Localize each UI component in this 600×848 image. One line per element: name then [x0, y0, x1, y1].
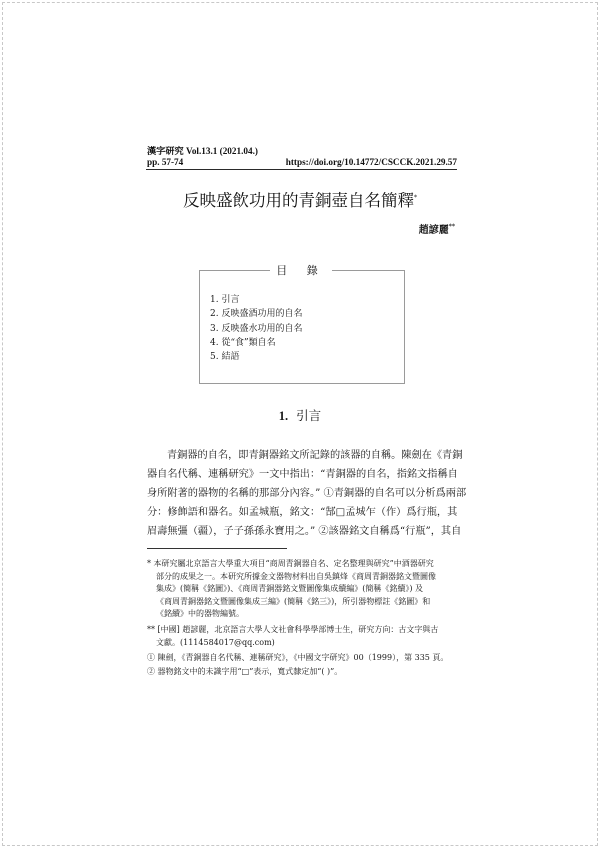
footnote-line: 《銘續》中的器物編號。: [156, 609, 244, 619]
section-heading: [0, 406, 600, 424]
author-name: [419, 221, 455, 236]
toc-item[interactable]: 4. 從“食”類自名: [210, 337, 276, 348]
article-title-text: 反映盛飲功用的青銅壺自名簡釋: [183, 191, 414, 210]
section-number: 1.: [278, 409, 289, 423]
footnote-line: 集成》(簡稱《銘圖》)、《商周青銅器銘文暨圖像集成續編》(簡稱《銘續》) 及: [156, 584, 424, 594]
footnote-line: * 本研究屬北京語言大學重大項目“商周青銅器自名、定名整理與研究”中酒器研究: [147, 559, 434, 568]
doi-link[interactable]: https://doi.org/10.14772/CSCCK.2021.29.57: [285, 157, 457, 167]
footnote-line: ** [中國] 趙諺麗，北京語言大學人文社會科學學部博士生，研究方向：古文字與古: [147, 625, 439, 634]
toc-item[interactable]: 3. 反映盛水功用的自名: [210, 323, 303, 334]
toc-item[interactable]: 1. 引言: [210, 295, 240, 305]
author-name-text: 趙諺麗: [418, 225, 449, 236]
footnote-2: [147, 666, 465, 679]
journal-citation: 漢字研究 Vol.13.1 (2021.04.): [147, 146, 258, 156]
footnote-line: 《商周青銅器銘文暨圖像集成三編》(簡稱《銘三》)，所引器物標註《銘圖》和: [156, 596, 431, 606]
toc-item[interactable]: 5. 結語: [210, 352, 240, 363]
paragraph-line: 青銅器的自名，即青銅器銘文所記錄的該器的自稱。陳劍在《青銅: [167, 450, 463, 461]
paragraph-line: 分：修飾語和器名。如孟城瓶，銘文：“郜□孟城乍（作）爲行瓶，其: [147, 506, 458, 518]
paragraph-line: 器自名代稱、連稱研究》一文中指出：“青銅器的自名，指銘文指稱自: [147, 468, 458, 480]
body-paragraph: [147, 447, 467, 542]
paragraph-line: 眉壽無彊（疆），子子孫孫永寶用之。” ②該器銘文自稱爲“行瓶”，其自: [147, 525, 462, 537]
article-title: [0, 187, 600, 211]
footnote-line: ① 陳劍，《青銅器自名代稱、連稱研究》，《中國文字研究》00（1999），第 335 頁。: [147, 653, 449, 662]
author-footnote-mark[interactable]: **: [448, 223, 455, 231]
footnote-line: 文獻。(1114584017@qq.com): [156, 637, 275, 647]
footnote-funding: [147, 558, 465, 621]
footnote-line: 部分的成果之一。本研究所據金文器物材料出自吳鎮烽《商周青銅器銘文暨圖像: [156, 571, 436, 581]
paragraph-line: 身所附著的器物的名稱的那部分內容。” ①青銅器的自名可以分析爲兩部: [147, 487, 467, 499]
header-rule: [146, 169, 457, 170]
toc-list: [210, 293, 302, 364]
toc-heading: 目 錄: [270, 262, 332, 278]
page-border: [2, 2, 598, 846]
footnote-1: [147, 652, 465, 665]
footnote-author: [147, 624, 465, 649]
section-title: 引言: [296, 408, 322, 423]
footnote-rule: [147, 548, 287, 549]
title-footnote-mark[interactable]: *: [414, 194, 417, 202]
toc-item[interactable]: 2. 反映盛酒功用的自名: [210, 309, 303, 320]
footnote-line: ② 器物銘文中的未識字用“□”表示，寬式隸定加“( )”。: [147, 667, 343, 676]
page-range: pp. 57-74: [147, 157, 184, 167]
